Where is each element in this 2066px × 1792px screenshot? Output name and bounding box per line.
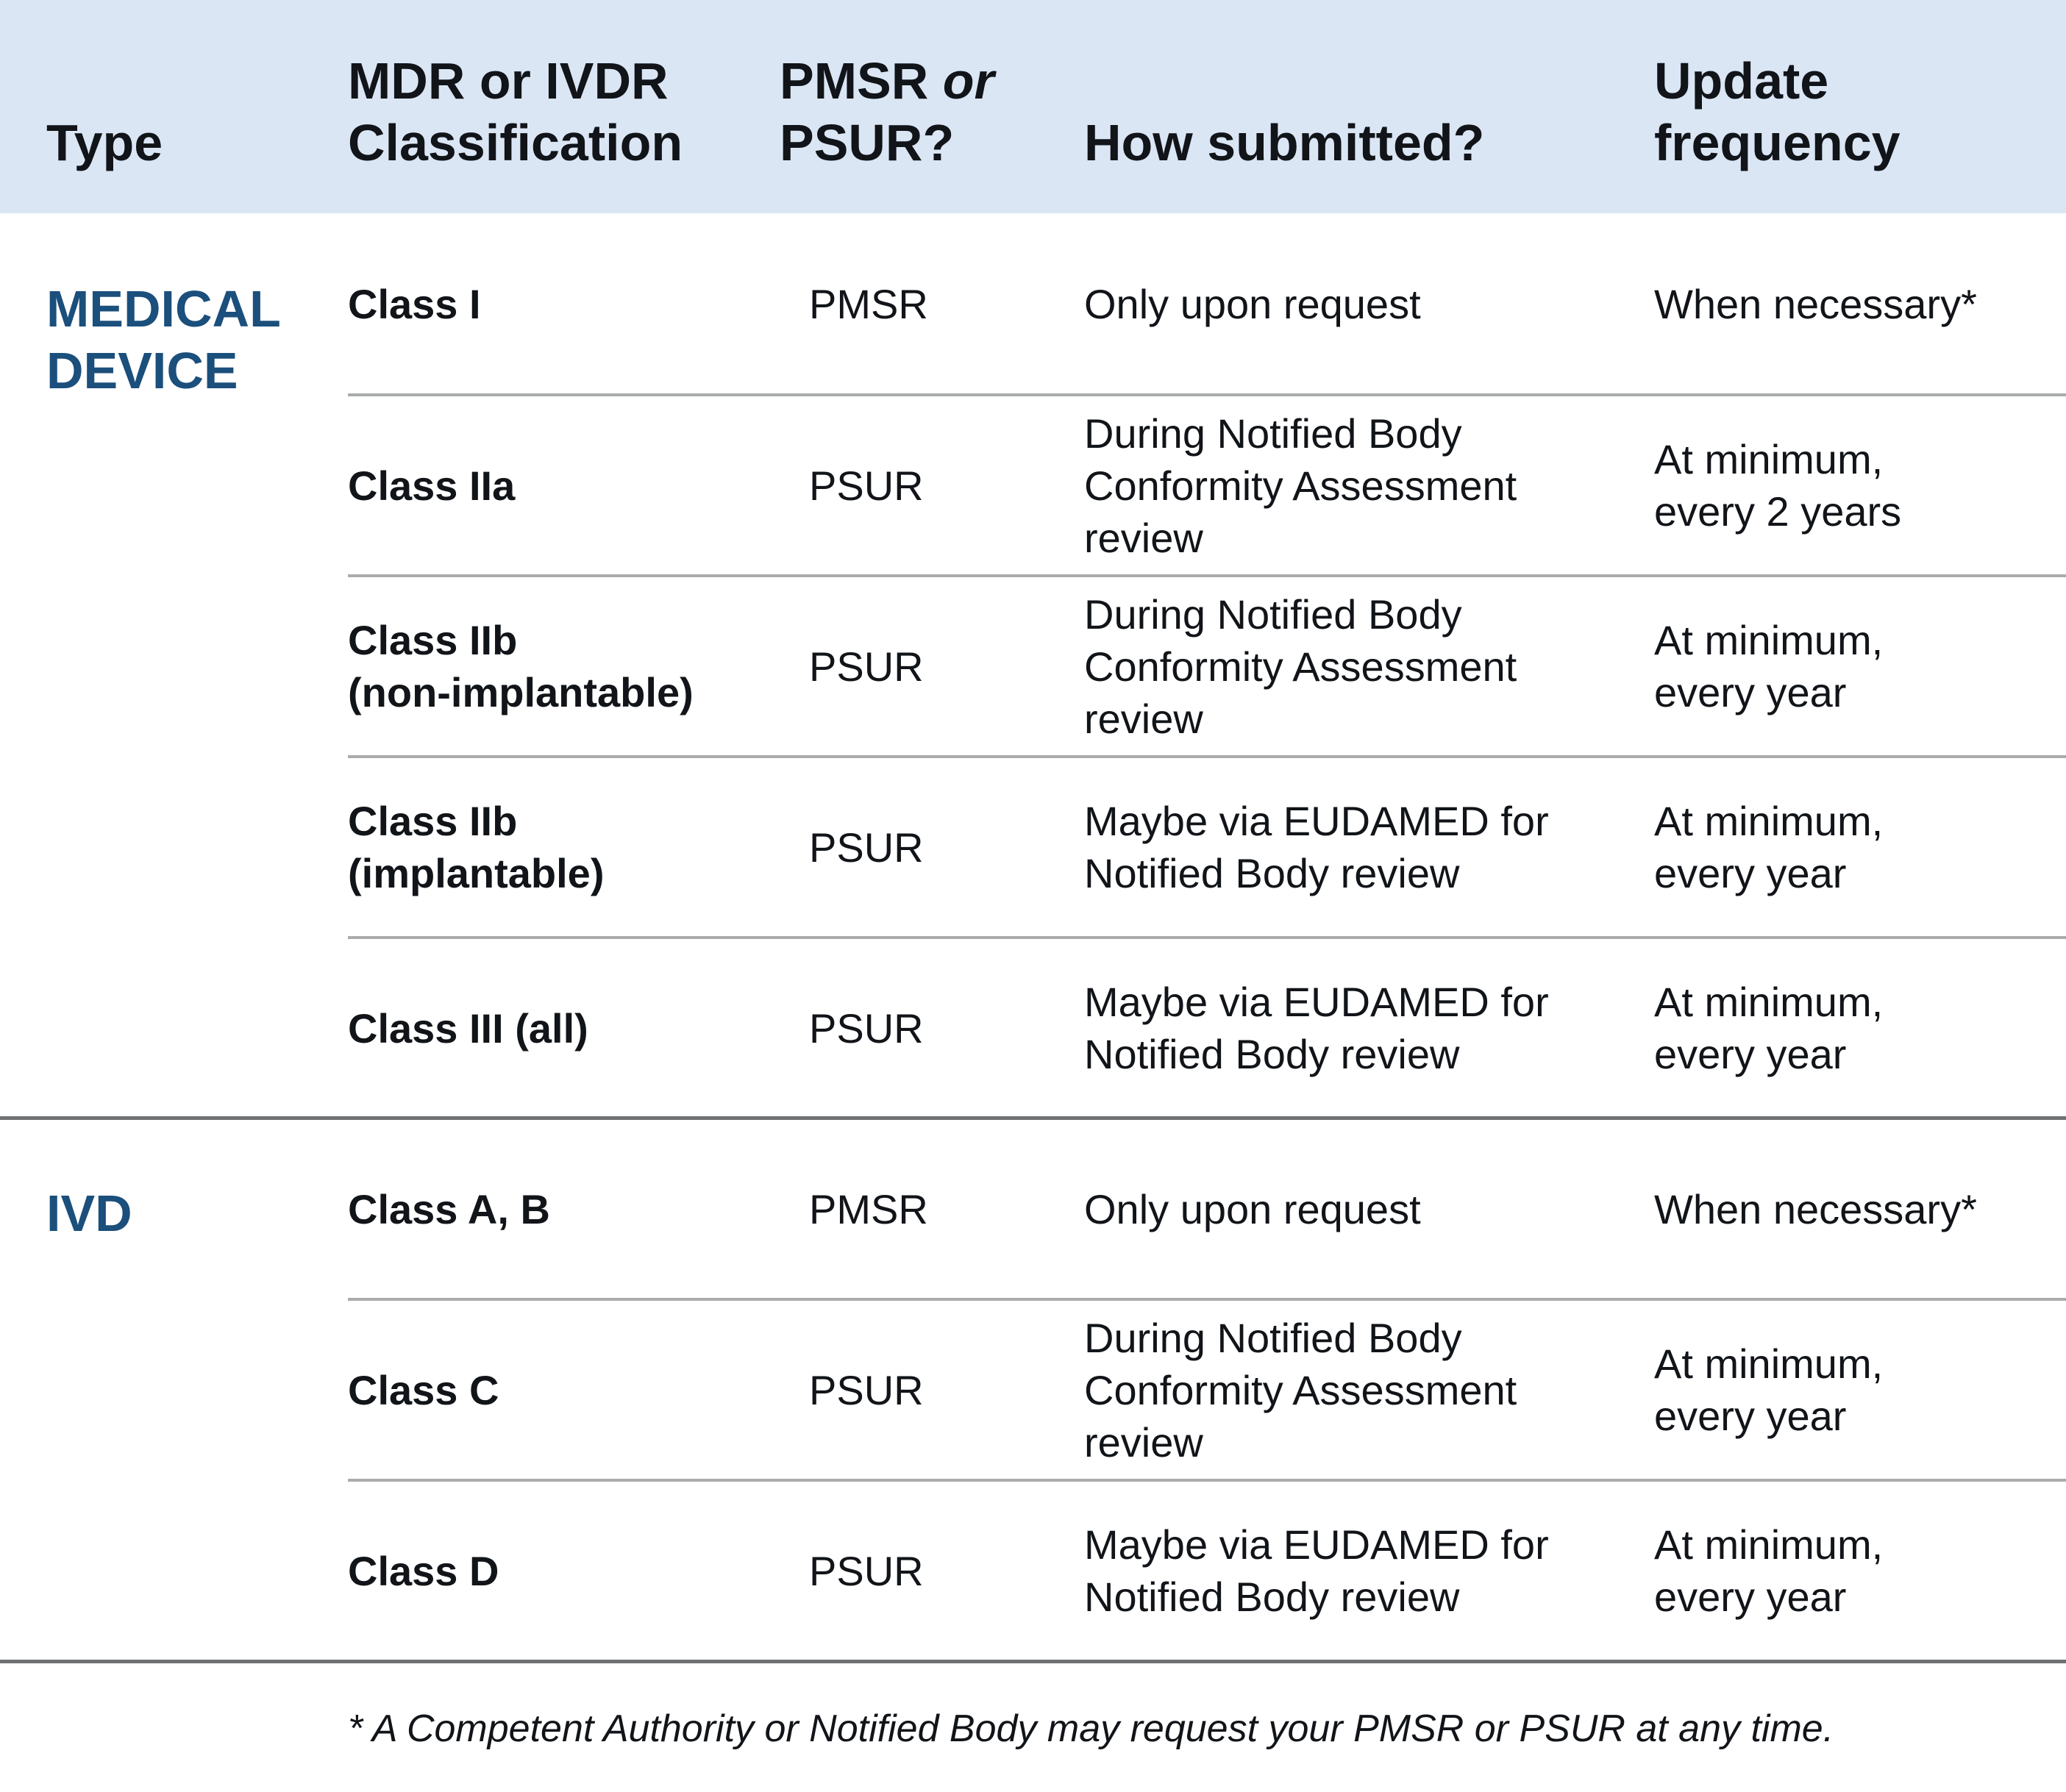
cell-update-frequency-text: At minimum,	[1654, 798, 1884, 844]
cell-report-type-text: PSUR	[809, 824, 924, 871]
cell-how-submitted-text: Maybe via EUDAMED for	[1084, 1521, 1549, 1568]
cell-how-submitted-text: During Notified Body	[1084, 590, 1462, 638]
cell-update-frequency	[1654, 576, 2051, 757]
cell-report-type	[809, 576, 1030, 757]
cell-how-submitted-text: Only upon request	[1084, 280, 1421, 327]
cell-update-frequency	[1654, 938, 2051, 1118]
cell-report-type-text: PSUR	[809, 643, 924, 690]
row-divider	[348, 393, 2066, 396]
cell-report-type	[809, 938, 1030, 1118]
cell-how-submitted	[1084, 1299, 1643, 1480]
cell-classification-text: Class IIa	[348, 462, 516, 509]
cell-classification	[348, 1480, 760, 1661]
row-divider	[348, 574, 2066, 577]
cell-report-type	[809, 1118, 1030, 1299]
cell-how-submitted-text: During Notified Body	[1084, 410, 1462, 457]
header-update-frequency: Update frequency	[1654, 52, 1901, 171]
cell-classification	[348, 757, 760, 938]
cell-update-frequency	[1654, 1118, 2051, 1299]
header-type: Type	[46, 114, 163, 171]
type-label-medical-device: MEDICAL DEVICE	[46, 280, 281, 399]
cell-classification-text: Class D	[348, 1547, 499, 1594]
cell-update-frequency-text: every year	[1654, 1574, 1847, 1620]
cell-classification-text: Class IIb	[348, 617, 518, 663]
cell-classification	[348, 1299, 760, 1480]
cell-how-submitted	[1084, 1480, 1643, 1661]
header-how-submitted: How submitted?	[1084, 114, 1485, 171]
cell-update-frequency-text: When necessary*	[1654, 1185, 1977, 1232]
cell-report-type-text: PSUR	[809, 1547, 924, 1594]
cell-update-frequency	[1654, 1480, 2051, 1661]
group-divider	[0, 1660, 2066, 1663]
cell-how-submitted-text: During Notified Body	[1084, 1314, 1462, 1361]
cell-classification-text: Class A, B	[348, 1185, 550, 1232]
cell-classification-text: Class I	[348, 280, 481, 327]
footnote: * A Competent Authority or Notified Body may request your PMSR or PSUR at any time.	[348, 1707, 1834, 1750]
cell-report-type	[809, 395, 1030, 576]
cell-classification	[348, 576, 760, 757]
cell-update-frequency-text: every year	[1654, 850, 1847, 896]
cell-how-submitted	[1084, 1118, 1643, 1299]
cell-classification	[348, 213, 760, 394]
cell-report-type	[809, 1480, 1030, 1661]
cell-report-type	[809, 1299, 1030, 1480]
cell-how-submitted-text: Conformity Assessment	[1084, 1366, 1517, 1413]
cell-classification-text: Class C	[348, 1366, 499, 1413]
cell-report-type-text: PSUR	[809, 1004, 924, 1052]
row-divider	[348, 755, 2066, 758]
cell-how-submitted-text: review	[1084, 695, 1203, 742]
cell-report-type-text: PMSR	[809, 1185, 928, 1232]
cell-how-submitted-text: Maybe via EUDAMED for	[1084, 798, 1549, 844]
cell-update-frequency	[1654, 395, 2051, 576]
cell-update-frequency-text: every year	[1654, 1031, 1847, 1077]
cell-classification	[348, 395, 760, 576]
cell-classification-text: (non-implantable)	[348, 669, 694, 715]
cell-how-submitted-text: Only upon request	[1084, 1185, 1421, 1232]
cell-how-submitted-text: Maybe via EUDAMED for	[1084, 979, 1549, 1025]
cell-classification	[348, 938, 760, 1118]
cell-update-frequency-text: At minimum,	[1654, 617, 1884, 663]
cell-report-type-text: PSUR	[809, 462, 924, 509]
cell-update-frequency-text: At minimum,	[1654, 1341, 1884, 1387]
cell-update-frequency-text: every 2 years	[1654, 488, 1902, 535]
cell-how-submitted-text: review	[1084, 514, 1203, 561]
cell-update-frequency-text: every year	[1654, 1393, 1847, 1439]
cell-report-type	[809, 213, 1030, 394]
row-divider	[348, 936, 2066, 939]
cell-report-type-text: PSUR	[809, 1366, 924, 1413]
cell-update-frequency	[1654, 1299, 2051, 1480]
cell-how-submitted-text: Conformity Assessment	[1084, 643, 1517, 690]
cell-how-submitted	[1084, 757, 1643, 938]
cell-how-submitted	[1084, 576, 1643, 757]
group-divider	[0, 1116, 2066, 1120]
row-divider	[348, 1479, 2066, 1482]
cell-how-submitted	[1084, 213, 1643, 394]
cell-classification-text: (implantable)	[348, 850, 605, 896]
row-divider	[348, 1298, 2066, 1301]
cell-how-submitted-text: Conformity Assessment	[1084, 462, 1517, 509]
header-classification: MDR or IVDR Classification	[348, 52, 683, 171]
cell-update-frequency-text: At minimum,	[1654, 979, 1884, 1025]
cell-classification	[348, 1118, 760, 1299]
cell-update-frequency	[1654, 213, 2051, 394]
type-label-ivd: IVD	[46, 1185, 132, 1242]
cell-classification-text: Class IIb	[348, 798, 518, 844]
cell-update-frequency-text: At minimum,	[1654, 1521, 1884, 1568]
cell-update-frequency-text: At minimum,	[1654, 436, 1884, 482]
cell-classification-text: Class III (all)	[348, 1004, 588, 1052]
cell-how-submitted	[1084, 395, 1643, 576]
cell-how-submitted-text: Notified Body review	[1084, 850, 1460, 896]
cell-update-frequency-text: When necessary*	[1654, 280, 1977, 327]
cell-how-submitted-text: Notified Body review	[1084, 1031, 1460, 1077]
cell-how-submitted	[1084, 938, 1643, 1118]
cell-how-submitted-text: Notified Body review	[1084, 1574, 1460, 1620]
cell-how-submitted-text: review	[1084, 1418, 1203, 1466]
cell-report-type-text: PMSR	[809, 280, 928, 327]
cell-update-frequency-text: every year	[1654, 669, 1847, 715]
header-report-type: PMSR or PSUR?	[780, 52, 994, 171]
cell-update-frequency	[1654, 757, 2051, 938]
cell-report-type	[809, 757, 1030, 938]
